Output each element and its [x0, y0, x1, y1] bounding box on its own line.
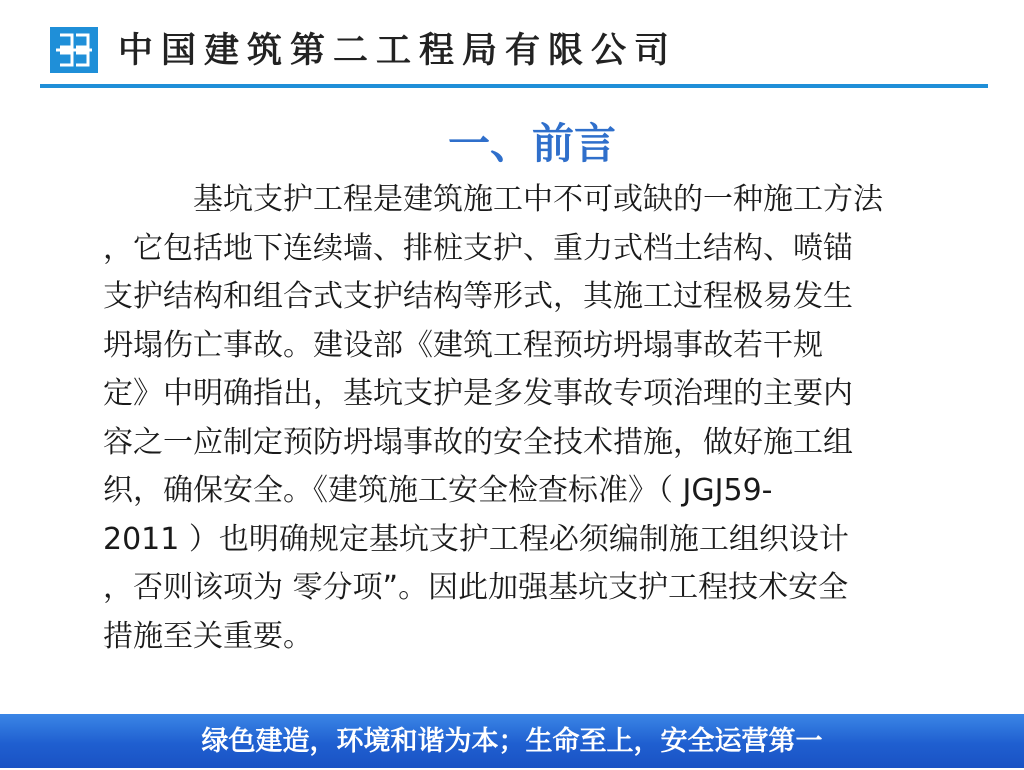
paragraph-line: 定》中明确指出，基坑支护是多发事故专项治理的主要内: [103, 376, 853, 411]
slide-title: 一、前言: [447, 119, 616, 168]
cscec-logo-icon: [50, 27, 98, 73]
header-divider: [40, 84, 988, 88]
footer-banner: [0, 714, 1024, 768]
paragraph-line: 2011 ）也明确规定基坑支护工程必须编制施工组织设计: [103, 521, 849, 557]
paragraph-line: 织，确保安全。《建筑施工安全检查标准》（ JGJ59-: [103, 473, 773, 508]
paragraph-line: ，它包括地下连续墙、排桩支护、重力式档土结构、喷锚: [103, 230, 853, 266]
company-name: 中国建筑第二工程局有限公司: [118, 31, 678, 71]
header: [0, 0, 1024, 92]
footer-slogan: 绿色建造，环境和谐为本；生命至上，安全运营第一: [201, 726, 823, 757]
paragraph-line: ，否则该项为 零分项”。因此加强基坑支护工程技术安全: [103, 570, 849, 605]
paragraph-line: 措施至关重要。: [103, 618, 313, 654]
paragraph-line: 基坑支护工程是建筑施工中不可或缺的一种施工方法: [103, 182, 883, 217]
paragraph-line: 坍塌伤亡事故。建设部《建筑工程预坊坍塌事故若干规: [103, 327, 823, 363]
paragraph-line: 容之一应制定预防坍塌事故的安全技术措施，做好施工组: [103, 424, 853, 460]
body-paragraph: [103, 176, 983, 661]
paragraph-line: 支护结构和组合式支护结构等形式，其施工过程极易发生: [103, 279, 853, 314]
